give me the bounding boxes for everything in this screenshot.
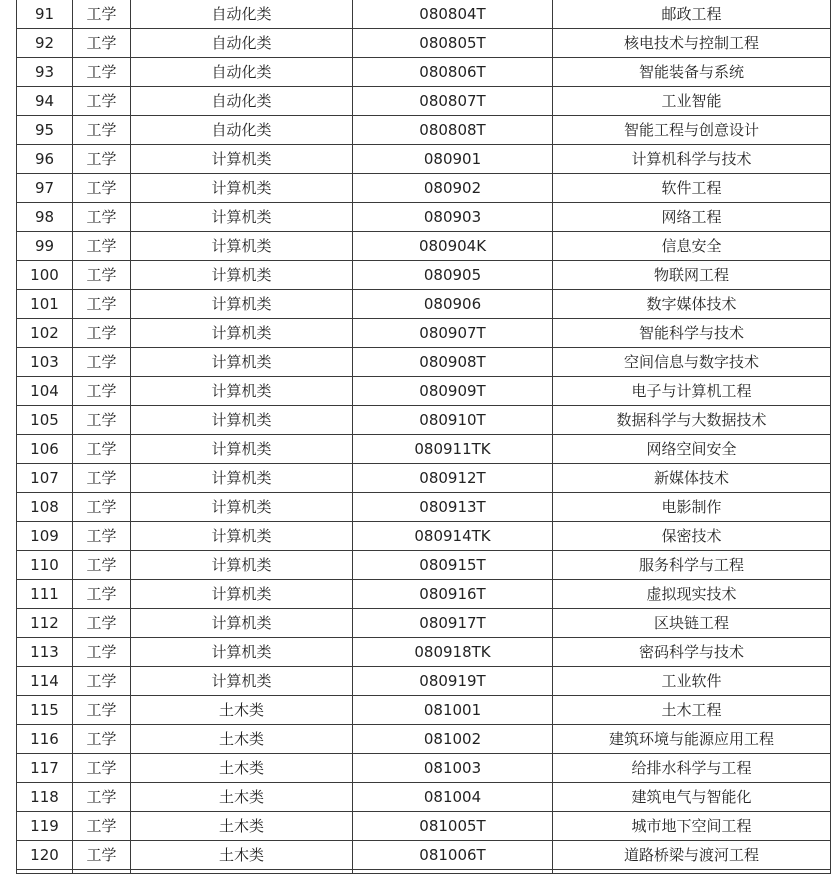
discipline-cell: 工学 xyxy=(73,87,131,116)
major-name-cell: 数字媒体技术 xyxy=(553,290,831,319)
category-cell: 计算机类 xyxy=(131,261,353,290)
category-cell: 计算机类 xyxy=(131,145,353,174)
row-number-cell: 112 xyxy=(17,609,73,638)
major-code-cell: 080917T xyxy=(353,609,553,638)
major-name-cell: 工业智能 xyxy=(553,87,831,116)
discipline-cell: 工学 xyxy=(73,696,131,725)
category-cell: 计算机类 xyxy=(131,609,353,638)
discipline-cell: 工学 xyxy=(73,232,131,261)
category-cell: 计算机类 xyxy=(131,232,353,261)
major-name-cell: 工业软件 xyxy=(553,667,831,696)
major-name-cell: 建筑环境与能源应用工程 xyxy=(553,725,831,754)
table-row xyxy=(17,87,831,116)
table-row-cutoff xyxy=(17,870,831,874)
category-cell: 计算机类 xyxy=(131,667,353,696)
category-cell: 计算机类 xyxy=(131,493,353,522)
row-number-cell: 114 xyxy=(17,667,73,696)
category-cell: 计算机类 xyxy=(131,435,353,464)
discipline-cell: 工学 xyxy=(73,609,131,638)
table-row xyxy=(17,174,831,203)
major-code-cell: 081004 xyxy=(353,783,553,812)
category-cell: 计算机类 xyxy=(131,638,353,667)
majors-table-container xyxy=(16,0,830,874)
discipline-cell: 工学 xyxy=(73,377,131,406)
table-row xyxy=(17,812,831,841)
major-code-cell: 080904K xyxy=(353,232,553,261)
category-cell: 计算机类 xyxy=(131,290,353,319)
major-code-cell: 080910T xyxy=(353,406,553,435)
major-name-cell: 数据科学与大数据技术 xyxy=(553,406,831,435)
discipline-cell: 工学 xyxy=(73,667,131,696)
category-cell: 计算机类 xyxy=(131,580,353,609)
major-name-cell: 虚拟现实技术 xyxy=(553,580,831,609)
row-number-cell: 95 xyxy=(17,116,73,145)
table-row xyxy=(17,319,831,348)
category-cell: 土木类 xyxy=(131,841,353,870)
empty-cell xyxy=(73,870,131,874)
category-cell: 计算机类 xyxy=(131,174,353,203)
majors-table-body xyxy=(17,0,831,874)
major-name-cell: 密码科学与技术 xyxy=(553,638,831,667)
category-cell: 土木类 xyxy=(131,754,353,783)
major-name-cell: 网络工程 xyxy=(553,203,831,232)
table-row xyxy=(17,116,831,145)
discipline-cell: 工学 xyxy=(73,841,131,870)
major-name-cell: 核电技术与控制工程 xyxy=(553,29,831,58)
major-name-cell: 新媒体技术 xyxy=(553,464,831,493)
category-cell: 自动化类 xyxy=(131,0,353,29)
table-row xyxy=(17,58,831,87)
row-number-cell: 110 xyxy=(17,551,73,580)
major-name-cell: 建筑电气与智能化 xyxy=(553,783,831,812)
discipline-cell: 工学 xyxy=(73,406,131,435)
table-row xyxy=(17,435,831,464)
row-number-cell: 118 xyxy=(17,783,73,812)
major-code-cell: 080915T xyxy=(353,551,553,580)
row-number-cell: 93 xyxy=(17,58,73,87)
discipline-cell: 工学 xyxy=(73,522,131,551)
major-code-cell: 081001 xyxy=(353,696,553,725)
category-cell: 计算机类 xyxy=(131,464,353,493)
major-code-cell: 080902 xyxy=(353,174,553,203)
row-number-cell: 109 xyxy=(17,522,73,551)
row-number-cell: 116 xyxy=(17,725,73,754)
table-row xyxy=(17,638,831,667)
category-cell: 计算机类 xyxy=(131,522,353,551)
row-number-cell: 101 xyxy=(17,290,73,319)
table-row xyxy=(17,348,831,377)
category-cell: 土木类 xyxy=(131,725,353,754)
row-number-cell: 105 xyxy=(17,406,73,435)
table-row xyxy=(17,609,831,638)
major-name-cell: 城市地下空间工程 xyxy=(553,812,831,841)
major-code-cell: 080908T xyxy=(353,348,553,377)
table-row xyxy=(17,725,831,754)
row-number-cell: 92 xyxy=(17,29,73,58)
row-number-cell: 94 xyxy=(17,87,73,116)
row-number-cell: 99 xyxy=(17,232,73,261)
table-row xyxy=(17,696,831,725)
table-row xyxy=(17,406,831,435)
discipline-cell: 工学 xyxy=(73,261,131,290)
category-cell: 计算机类 xyxy=(131,203,353,232)
category-cell: 自动化类 xyxy=(131,29,353,58)
major-code-cell: 080909T xyxy=(353,377,553,406)
category-cell: 土木类 xyxy=(131,696,353,725)
discipline-cell: 工学 xyxy=(73,58,131,87)
discipline-cell: 工学 xyxy=(73,638,131,667)
table-row xyxy=(17,580,831,609)
discipline-cell: 工学 xyxy=(73,464,131,493)
table-row xyxy=(17,754,831,783)
category-cell: 自动化类 xyxy=(131,116,353,145)
major-name-cell: 区块链工程 xyxy=(553,609,831,638)
majors-table xyxy=(16,0,831,874)
discipline-cell: 工学 xyxy=(73,435,131,464)
row-number-cell: 106 xyxy=(17,435,73,464)
discipline-cell: 工学 xyxy=(73,783,131,812)
major-code-cell: 081002 xyxy=(353,725,553,754)
major-code-cell: 080805T xyxy=(353,29,553,58)
row-number-cell: 117 xyxy=(17,754,73,783)
discipline-cell: 工学 xyxy=(73,319,131,348)
table-row xyxy=(17,522,831,551)
discipline-cell: 工学 xyxy=(73,348,131,377)
discipline-cell: 工学 xyxy=(73,145,131,174)
table-row xyxy=(17,261,831,290)
discipline-cell: 工学 xyxy=(73,29,131,58)
major-name-cell: 智能装备与系统 xyxy=(553,58,831,87)
major-code-cell: 080903 xyxy=(353,203,553,232)
major-code-cell: 080808T xyxy=(353,116,553,145)
row-number-cell: 111 xyxy=(17,580,73,609)
major-code-cell: 080907T xyxy=(353,319,553,348)
major-name-cell: 道路桥梁与渡河工程 xyxy=(553,841,831,870)
category-cell: 土木类 xyxy=(131,783,353,812)
major-name-cell: 智能工程与创意设计 xyxy=(553,116,831,145)
major-name-cell: 计算机科学与技术 xyxy=(553,145,831,174)
discipline-cell: 工学 xyxy=(73,174,131,203)
row-number-cell: 97 xyxy=(17,174,73,203)
row-number-cell: 119 xyxy=(17,812,73,841)
discipline-cell: 工学 xyxy=(73,812,131,841)
major-name-cell: 服务科学与工程 xyxy=(553,551,831,580)
major-code-cell: 080905 xyxy=(353,261,553,290)
row-number-cell: 113 xyxy=(17,638,73,667)
table-row xyxy=(17,667,831,696)
major-code-cell: 080919T xyxy=(353,667,553,696)
major-code-cell: 080906 xyxy=(353,290,553,319)
category-cell: 计算机类 xyxy=(131,406,353,435)
major-code-cell: 080911TK xyxy=(353,435,553,464)
row-number-cell: 103 xyxy=(17,348,73,377)
major-code-cell: 081003 xyxy=(353,754,553,783)
major-code-cell: 080807T xyxy=(353,87,553,116)
table-row xyxy=(17,203,831,232)
table-row xyxy=(17,783,831,812)
row-number-cell: 91 xyxy=(17,0,73,29)
table-row xyxy=(17,232,831,261)
discipline-cell: 工学 xyxy=(73,725,131,754)
row-number-cell: 107 xyxy=(17,464,73,493)
category-cell: 计算机类 xyxy=(131,377,353,406)
row-number-cell: 120 xyxy=(17,841,73,870)
category-cell: 自动化类 xyxy=(131,87,353,116)
major-name-cell: 邮政工程 xyxy=(553,0,831,29)
table-row xyxy=(17,29,831,58)
table-row xyxy=(17,841,831,870)
table-row xyxy=(17,0,831,29)
table-row xyxy=(17,377,831,406)
table-row xyxy=(17,464,831,493)
empty-cell xyxy=(17,870,73,874)
major-name-cell: 信息安全 xyxy=(553,232,831,261)
major-code-cell: 080806T xyxy=(353,58,553,87)
empty-cell xyxy=(131,870,353,874)
major-code-cell: 080804T xyxy=(353,0,553,29)
table-row xyxy=(17,551,831,580)
major-code-cell: 080912T xyxy=(353,464,553,493)
major-code-cell: 080913T xyxy=(353,493,553,522)
row-number-cell: 98 xyxy=(17,203,73,232)
major-code-cell: 081006T xyxy=(353,841,553,870)
major-code-cell: 080918TK xyxy=(353,638,553,667)
row-number-cell: 104 xyxy=(17,377,73,406)
row-number-cell: 100 xyxy=(17,261,73,290)
category-cell: 土木类 xyxy=(131,812,353,841)
discipline-cell: 工学 xyxy=(73,754,131,783)
empty-cell xyxy=(553,870,831,874)
table-row xyxy=(17,145,831,174)
discipline-cell: 工学 xyxy=(73,116,131,145)
major-name-cell: 电子与计算机工程 xyxy=(553,377,831,406)
category-cell: 计算机类 xyxy=(131,319,353,348)
row-number-cell: 102 xyxy=(17,319,73,348)
major-code-cell: 080914TK xyxy=(353,522,553,551)
major-name-cell: 给排水科学与工程 xyxy=(553,754,831,783)
category-cell: 计算机类 xyxy=(131,551,353,580)
major-code-cell: 081005T xyxy=(353,812,553,841)
discipline-cell: 工学 xyxy=(73,203,131,232)
major-name-cell: 空间信息与数字技术 xyxy=(553,348,831,377)
major-name-cell: 土木工程 xyxy=(553,696,831,725)
major-name-cell: 软件工程 xyxy=(553,174,831,203)
major-name-cell: 智能科学与技术 xyxy=(553,319,831,348)
row-number-cell: 108 xyxy=(17,493,73,522)
category-cell: 计算机类 xyxy=(131,348,353,377)
discipline-cell: 工学 xyxy=(73,290,131,319)
major-name-cell: 电影制作 xyxy=(553,493,831,522)
major-name-cell: 物联网工程 xyxy=(553,261,831,290)
discipline-cell: 工学 xyxy=(73,580,131,609)
discipline-cell: 工学 xyxy=(73,0,131,29)
table-row xyxy=(17,290,831,319)
discipline-cell: 工学 xyxy=(73,493,131,522)
discipline-cell: 工学 xyxy=(73,551,131,580)
major-code-cell: 080916T xyxy=(353,580,553,609)
empty-cell xyxy=(353,870,553,874)
row-number-cell: 96 xyxy=(17,145,73,174)
row-number-cell: 115 xyxy=(17,696,73,725)
table-row xyxy=(17,493,831,522)
major-name-cell: 网络空间安全 xyxy=(553,435,831,464)
major-code-cell: 080901 xyxy=(353,145,553,174)
category-cell: 自动化类 xyxy=(131,58,353,87)
major-name-cell: 保密技术 xyxy=(553,522,831,551)
